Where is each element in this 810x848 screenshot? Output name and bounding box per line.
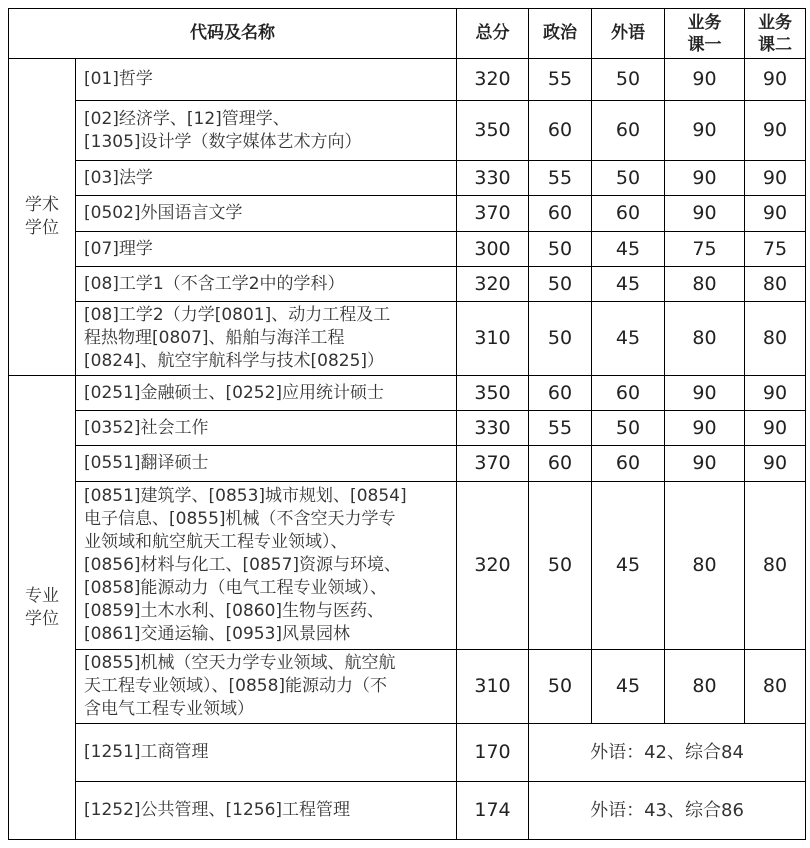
row-total: 174 (457, 782, 529, 840)
row-course2: 90 (745, 101, 806, 161)
row-name: [08]工学2（力学[0801]、动力工程及工 程热物理[0807]、船舶与海洋工程 [0824]、航空宇航科学与技术[0825]） (76, 302, 457, 376)
table-row (9, 196, 806, 232)
row-course2: 90 (745, 376, 806, 411)
table-row (9, 446, 806, 482)
row-total: 300 (457, 232, 529, 267)
row-course1: 90 (665, 196, 745, 232)
row-foreign: 45 (592, 232, 665, 267)
category-professional: 专业 学位 (9, 376, 76, 840)
row-course1: 80 (665, 302, 745, 376)
row-foreign: 50 (592, 161, 665, 196)
row-foreign: 45 (592, 267, 665, 302)
row-merged-scores: 外语：43、综合86 (529, 782, 806, 840)
category-academic: 学术 学位 (9, 59, 76, 376)
row-foreign: 50 (592, 59, 665, 101)
row-course2: 90 (745, 446, 806, 482)
table-row (9, 376, 806, 411)
row-politics: 55 (529, 161, 592, 196)
row-politics: 50 (529, 482, 592, 650)
row-name: [0502]外国语言文学 (76, 196, 457, 232)
row-foreign: 60 (592, 101, 665, 161)
row-foreign: 50 (592, 411, 665, 446)
row-politics: 50 (529, 302, 592, 376)
table-row (9, 59, 806, 101)
row-politics: 55 (529, 59, 592, 101)
row-politics: 55 (529, 411, 592, 446)
row-course1: 80 (665, 650, 745, 724)
table-row (9, 650, 806, 724)
row-course1: 75 (665, 232, 745, 267)
row-foreign: 45 (592, 650, 665, 724)
row-foreign: 60 (592, 446, 665, 482)
row-name: [01]哲学 (76, 59, 457, 101)
row-name: [08]工学1（不含工学2中的学科） (76, 267, 457, 302)
table-row (9, 482, 806, 650)
row-name: [03]法学 (76, 161, 457, 196)
row-politics: 60 (529, 196, 592, 232)
row-total: 330 (457, 411, 529, 446)
score-table (8, 8, 806, 840)
row-course2: 80 (745, 650, 806, 724)
row-name: [1252]公共管理、[1256]工程管理 (76, 782, 457, 840)
row-total: 350 (457, 101, 529, 161)
row-name: [0851]建筑学、[0853]城市规划、[0854] 电子信息、[0855]机械（不含空天力学专 业领域和航空航天工程专业领域）、 [0856]材料与化工、[0857]资源与环境、 [0858]能源动力（电气工程专业领域）、 [0859]土木水利、[0860]生物与医药、 [0861]交通运输、[0953]风景园林 (76, 482, 457, 650)
row-name: [0551]翻译硕士 (76, 446, 457, 482)
header-row (9, 9, 806, 59)
row-course1: 90 (665, 376, 745, 411)
row-course1: 90 (665, 101, 745, 161)
row-politics: 60 (529, 446, 592, 482)
row-foreign: 60 (592, 376, 665, 411)
row-politics: 60 (529, 376, 592, 411)
table-row (9, 161, 806, 196)
row-politics: 50 (529, 650, 592, 724)
row-course2: 90 (745, 411, 806, 446)
row-total: 320 (457, 482, 529, 650)
row-name: [07]理学 (76, 232, 457, 267)
row-total: 320 (457, 267, 529, 302)
row-politics: 60 (529, 101, 592, 161)
table-row (9, 232, 806, 267)
row-total: 370 (457, 196, 529, 232)
row-course2: 80 (745, 267, 806, 302)
header-total: 总分 (457, 9, 529, 59)
header-name: 代码及名称 (9, 9, 457, 59)
row-total: 330 (457, 161, 529, 196)
row-merged-scores: 外语：42、综合84 (529, 724, 806, 782)
table-row (9, 101, 806, 161)
row-foreign: 60 (592, 196, 665, 232)
header-foreign: 外语 (592, 9, 665, 59)
row-foreign: 45 (592, 482, 665, 650)
row-course1: 90 (665, 411, 745, 446)
row-name: [1251]工商管理 (76, 724, 457, 782)
header-politics: 政治 (529, 9, 592, 59)
row-name: [0855]机械（空天力学专业领域、航空航 天工程专业领域）、[0858]能源动力（不 含电气工程专业领域） (76, 650, 457, 724)
row-course2: 80 (745, 302, 806, 376)
row-foreign: 45 (592, 302, 665, 376)
row-politics: 50 (529, 267, 592, 302)
row-total: 310 (457, 650, 529, 724)
table-row (9, 267, 806, 302)
table-row (9, 302, 806, 376)
row-course2: 90 (745, 196, 806, 232)
row-course1: 90 (665, 161, 745, 196)
header-course1: 业务 课一 (665, 9, 745, 59)
row-course2: 90 (745, 59, 806, 101)
table-row (9, 411, 806, 446)
row-name: [02]经济学、[12]管理学、 [1305]设计学（数字媒体艺术方向） (76, 101, 457, 161)
table-row (9, 782, 806, 840)
row-name: [0352]社会工作 (76, 411, 457, 446)
row-total: 320 (457, 59, 529, 101)
row-course2: 80 (745, 482, 806, 650)
row-name: [0251]金融硕士、[0252]应用统计硕士 (76, 376, 457, 411)
row-course2: 90 (745, 161, 806, 196)
table-row (9, 724, 806, 782)
row-course1: 90 (665, 59, 745, 101)
row-total: 310 (457, 302, 529, 376)
row-course2: 75 (745, 232, 806, 267)
row-course1: 90 (665, 446, 745, 482)
row-course1: 80 (665, 267, 745, 302)
header-course2: 业务 课二 (745, 9, 806, 59)
row-total: 370 (457, 446, 529, 482)
row-course1: 80 (665, 482, 745, 650)
row-total: 170 (457, 724, 529, 782)
row-total: 350 (457, 376, 529, 411)
row-politics: 50 (529, 232, 592, 267)
